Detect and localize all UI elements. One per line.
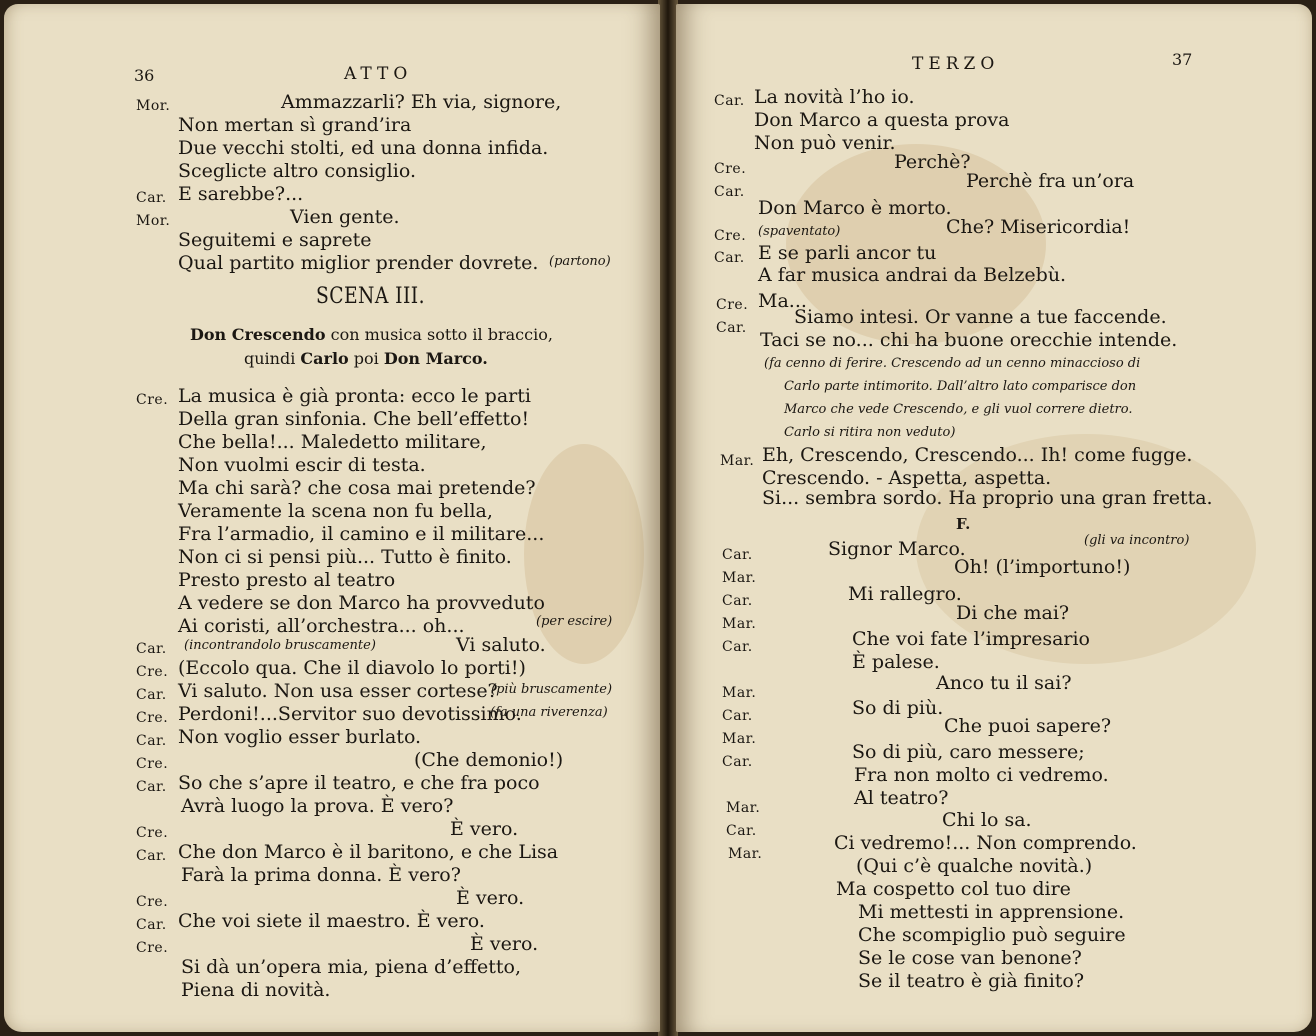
stage-direction: (fa cenno di ferire. Crescendo ad un cenno minaccioso di xyxy=(764,356,1141,371)
right-page xyxy=(676,4,1312,1032)
speaker: Car. xyxy=(136,687,167,703)
verse-line: Oh! (l’importuno!) xyxy=(954,556,1131,578)
left-page xyxy=(4,4,660,1032)
verse-line: Crescendo. - Aspetta, aspetta. xyxy=(762,467,1052,489)
speaker: Mar. xyxy=(722,731,757,747)
speaker: Cre. xyxy=(716,297,749,313)
speaker: Car. xyxy=(136,190,167,206)
verse-line: E se parli ancor tu xyxy=(758,242,937,264)
verse-line: Seguitemi e saprete xyxy=(178,229,372,251)
verse-line: (Che demonio!) xyxy=(414,749,564,771)
speaker: Car. xyxy=(722,547,753,563)
verse-line: Taci se no... chi ha buone orecchie intende. xyxy=(760,329,1178,351)
speaker: Cre. xyxy=(136,664,169,680)
verse-line: Che voi siete il maestro. È vero. xyxy=(178,910,485,932)
verse-line: Ci vedremo!... Non comprendo. xyxy=(834,832,1137,854)
speaker: Cre. xyxy=(136,710,169,726)
verse-line: È vero. xyxy=(470,933,539,955)
verse-line: Eh, Crescendo, Crescendo... Ih! come fugge. xyxy=(762,444,1193,466)
verse-line: È palese. xyxy=(852,651,940,673)
verse-line: Vi saluto. Non usa esser cortese? xyxy=(178,680,498,702)
verse-line: Don Marco è morto. xyxy=(758,197,952,219)
scene-description-text: con musica sotto il braccio, xyxy=(325,325,553,344)
verse-line: So di più, caro messere; xyxy=(852,741,1085,763)
speaker: Cre. xyxy=(136,894,169,910)
speaker: Mar. xyxy=(728,846,763,862)
speaker: Car. xyxy=(136,917,167,933)
speaker: Mor. xyxy=(136,98,171,114)
stage-direction: (spaventato) xyxy=(758,224,841,239)
verse-line: Presto presto al teatro xyxy=(178,569,396,591)
verse-line: Fra l’armadio, il camino e il militare... xyxy=(178,523,545,545)
verse-line: Ma cospetto col tuo dire xyxy=(836,878,1071,900)
speaker: Mar. xyxy=(726,800,761,816)
scene-description xyxy=(244,348,488,370)
scene-description xyxy=(190,324,553,346)
scene-title: SCENA III. xyxy=(316,284,425,309)
speaker: Cre. xyxy=(136,825,169,841)
verse-line: Piena di novità. xyxy=(181,979,331,1001)
character-name: Don Crescendo xyxy=(190,325,326,344)
stage-direction: (partono) xyxy=(549,254,611,269)
speaker: Car. xyxy=(726,823,757,839)
verse-line: Chi lo sa. xyxy=(942,809,1032,831)
verse-line: Ma... xyxy=(758,290,807,312)
scene-description-text: quindi xyxy=(244,349,301,368)
verse-line: Due vecchi stolti, ed una donna infida. xyxy=(178,137,549,159)
speaker: Car. xyxy=(722,639,753,655)
verse-line: Anco tu il sai? xyxy=(936,672,1072,694)
verse-line: Non voglio esser burlato. xyxy=(178,726,422,748)
verse-line: So di più. xyxy=(852,697,944,719)
running-header: TERZO xyxy=(912,54,1000,74)
verse-line: Al teatro? xyxy=(854,787,949,809)
verse-line: Perdoni!...Servitor suo devotissimo. xyxy=(178,703,522,725)
speaker: Car. xyxy=(722,593,753,609)
verse-line: La musica è già pronta: ecco le parti xyxy=(178,385,531,407)
stage-direction: (incontrandolo bruscamente) xyxy=(184,638,376,653)
speaker: Car. xyxy=(136,641,167,657)
verse-line: Qual partito miglior prender dovrete. xyxy=(178,252,539,274)
speaker: Mar. xyxy=(720,453,755,469)
page-number: 36 xyxy=(134,66,155,85)
stage-direction: (gli va incontro) xyxy=(1084,533,1190,548)
verse-line: Non mertan sì grand’ira xyxy=(178,114,412,136)
stage-direction: (fa una riverenza) xyxy=(490,705,608,720)
verse-line: A far musica andrai da Belzebù. xyxy=(758,264,1067,286)
book-gutter xyxy=(658,0,678,1036)
verse-line: Mi rallegro. xyxy=(848,583,962,605)
verse-line: Si... sembra sordo. Ha proprio una gran fretta. xyxy=(762,487,1213,509)
verse-line: Veramente la scena non fu bella, xyxy=(178,500,493,522)
verse-line: Si dà un’opera mia, piena d’effetto, xyxy=(181,956,521,978)
speaker: Car. xyxy=(716,320,747,336)
verse-line: A vedere se don Marco ha provveduto xyxy=(178,592,545,614)
stage-direction: Marco che vede Crescendo, e gli vuol correre dietro. xyxy=(784,402,1133,417)
speaker: Cre. xyxy=(136,756,169,772)
verse-line: Che? Misericordia! xyxy=(946,216,1131,238)
verse-line: Che voi fate l’impresario xyxy=(852,628,1091,650)
verse-line: Avrà luogo la prova. È vero? xyxy=(181,795,454,817)
speaker: Car. xyxy=(136,779,167,795)
verse-line: Vien gente. xyxy=(290,206,400,228)
verse-line: È vero. xyxy=(450,818,519,840)
verse-line: Signor Marco. xyxy=(828,538,966,560)
speaker: Cre. xyxy=(136,940,169,956)
verse-line: Vi saluto. xyxy=(456,634,546,656)
verse-line: Non ci si pensi più... Tutto è finito. xyxy=(178,546,512,568)
verse-line: Che puoi sapere? xyxy=(944,715,1112,737)
verse-line: Non può venir. xyxy=(754,132,896,154)
verse-line: Don Marco a questa prova xyxy=(754,109,1010,131)
verse-line: Perchè? xyxy=(894,151,971,173)
speaker: Car. xyxy=(722,708,753,724)
stage-direction: (più bruscamente) xyxy=(491,682,613,697)
speaker: Mar. xyxy=(722,616,757,632)
verse-line: Che scompiglio può seguire xyxy=(858,924,1126,946)
verse-line: Non vuolmi escir di testa. xyxy=(178,454,426,476)
speaker: Car. xyxy=(714,184,745,200)
speaker: Mar. xyxy=(722,570,757,586)
running-header: ATTO xyxy=(344,64,413,84)
verse-line: So che s’apre il teatro, e che fra poco xyxy=(178,772,540,794)
verse-line: Ammazzarli? Eh via, signore, xyxy=(281,91,562,113)
speaker: Car. xyxy=(136,848,167,864)
verse-line: E sarebbe?... xyxy=(178,183,304,205)
speaker: Mor. xyxy=(136,213,171,229)
verse-line: Se il teatro è già finito? xyxy=(858,970,1085,992)
verse-line: La novità l’ho io. xyxy=(754,86,915,108)
verse-line: Se le cose van benone? xyxy=(858,947,1082,969)
verse-line: Siamo intesi. Or vanne a tue faccende. xyxy=(794,306,1167,328)
verse-line: Ai coristi, all’orchestra... oh... xyxy=(178,615,465,637)
speaker: Car. xyxy=(714,250,745,266)
verse-line: Perchè fra un’ora xyxy=(966,170,1135,192)
verse-line: Farà la prima donna. È vero? xyxy=(181,864,461,886)
verse-line: (Qui c’è qualche novità.) xyxy=(856,855,1093,877)
speaker: Cre. xyxy=(136,392,169,408)
verse-line: Che don Marco è il baritono, e che Lisa xyxy=(178,841,559,863)
speaker: Cre. xyxy=(714,228,747,244)
speaker: Mar. xyxy=(722,685,757,701)
verse-line: Mi mettesti in apprensione. xyxy=(858,901,1125,923)
verse-line: Che bella!... Maledetto militare, xyxy=(178,431,487,453)
stage-direction: Carlo parte intimorito. Dall’altro lato comparisce don xyxy=(784,379,1137,394)
verse-line: Fra non molto ci vedremo. xyxy=(854,764,1109,786)
stage-direction: Carlo si ritira non veduto) xyxy=(784,425,956,440)
page-number: 37 xyxy=(1172,50,1193,69)
verse-line: È vero. xyxy=(456,887,525,909)
verse-line: Sceglicte altro consiglio. xyxy=(178,160,416,182)
speaker: Car. xyxy=(722,754,753,770)
verse-line: Di che mai? xyxy=(956,602,1070,624)
verse-line: Della gran sinfonia. Che bell’effetto! xyxy=(178,408,530,430)
verse-line: (Eccolo qua. Che il diavolo lo porti!) xyxy=(178,657,526,679)
scene-description-text: poi xyxy=(348,349,384,368)
speaker: Car. xyxy=(714,93,745,109)
stage-direction: (per escire) xyxy=(536,614,613,629)
signature-mark: F. xyxy=(956,515,971,533)
speaker: Car. xyxy=(136,733,167,749)
character-name: Don Marco. xyxy=(383,349,488,368)
speaker: Cre. xyxy=(714,161,747,177)
character-name: Carlo xyxy=(300,349,349,368)
verse-line: Ma chi sarà? che cosa mai pretende? xyxy=(178,477,536,499)
